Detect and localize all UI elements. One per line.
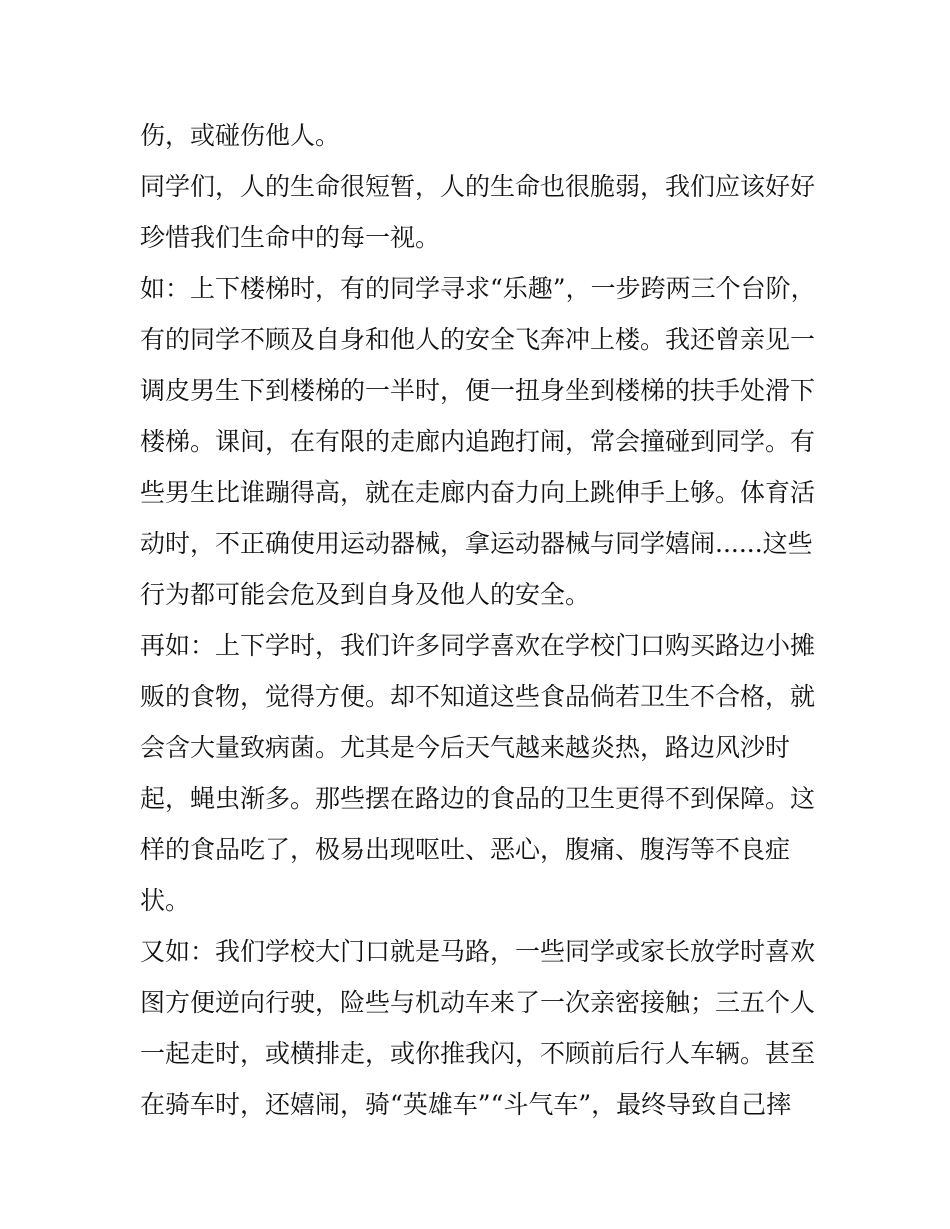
text-line: 同学们，人的生命很短暂，人的生命也很脆弱，我们应该好好 — [140, 172, 816, 201]
text-line: 在骑车时，还嬉闹，骑“英雄车”“斗气车”，最终导致自己摔 — [140, 1090, 792, 1119]
text-line: 调皮男生下到楼梯的一半时，便一扭身坐到楼梯的扶手处滑下 — [140, 376, 816, 405]
text-line: 伤，或碰伤他人。 — [140, 121, 341, 150]
text-line: 动时，不正确使用运动器械，拿运动器械与同学嬉闹......这些 — [140, 529, 813, 558]
text-line: 如：上下楼梯时，有的同学寻求“乐趣”，一步跨两三个台阶， — [140, 274, 816, 303]
text-line: 行为都可能会危及到自身及他人的安全。 — [140, 580, 591, 609]
text-line: 样的食品吃了，极易出现呕吐、恶心，腹痛、腹泻等不良症 — [140, 835, 791, 864]
text-line: 珍惜我们生命中的每一视。 — [140, 223, 441, 252]
text-line: 贩的食物，觉得方便。却不知道这些食品倘若卫生不合格，就 — [140, 682, 816, 711]
text-line: 楼梯。课间，在有限的走廊内追跑打闹，常会撞碰到同学。有 — [140, 427, 816, 456]
text-line: 会含大量致病菌。尤其是今后天气越来越炎热，路边风沙时 — [140, 733, 791, 762]
text-line: 起，蝇虫渐多。那些摆在路边的食品的卫生更得不到保障。这 — [140, 784, 816, 813]
text-line: 再如：上下学时，我们许多同学喜欢在学校门口购买路边小摊 — [140, 631, 816, 660]
text-line: 状。 — [140, 886, 191, 915]
text-line: 有的同学不顾及自身和他人的安全飞奔冲上楼。我还曾亲见一 — [140, 325, 816, 354]
body-text — [140, 110, 820, 1130]
text-line: 一起走时，或横排走，或你推我闪，不顾前后行人车辆。甚至 — [140, 1039, 816, 1068]
text-line: 图方便逆向行驶，险些与机动车来了一次亲密接触；三五个人 — [140, 988, 816, 1017]
text-line: 又如：我们学校大门口就是马路，一些同学或家长放学时喜欢 — [140, 937, 816, 966]
text-line: 些男生比谁蹦得高，就在走廊内奋力向上跳伸手上够。体育活 — [140, 478, 816, 507]
